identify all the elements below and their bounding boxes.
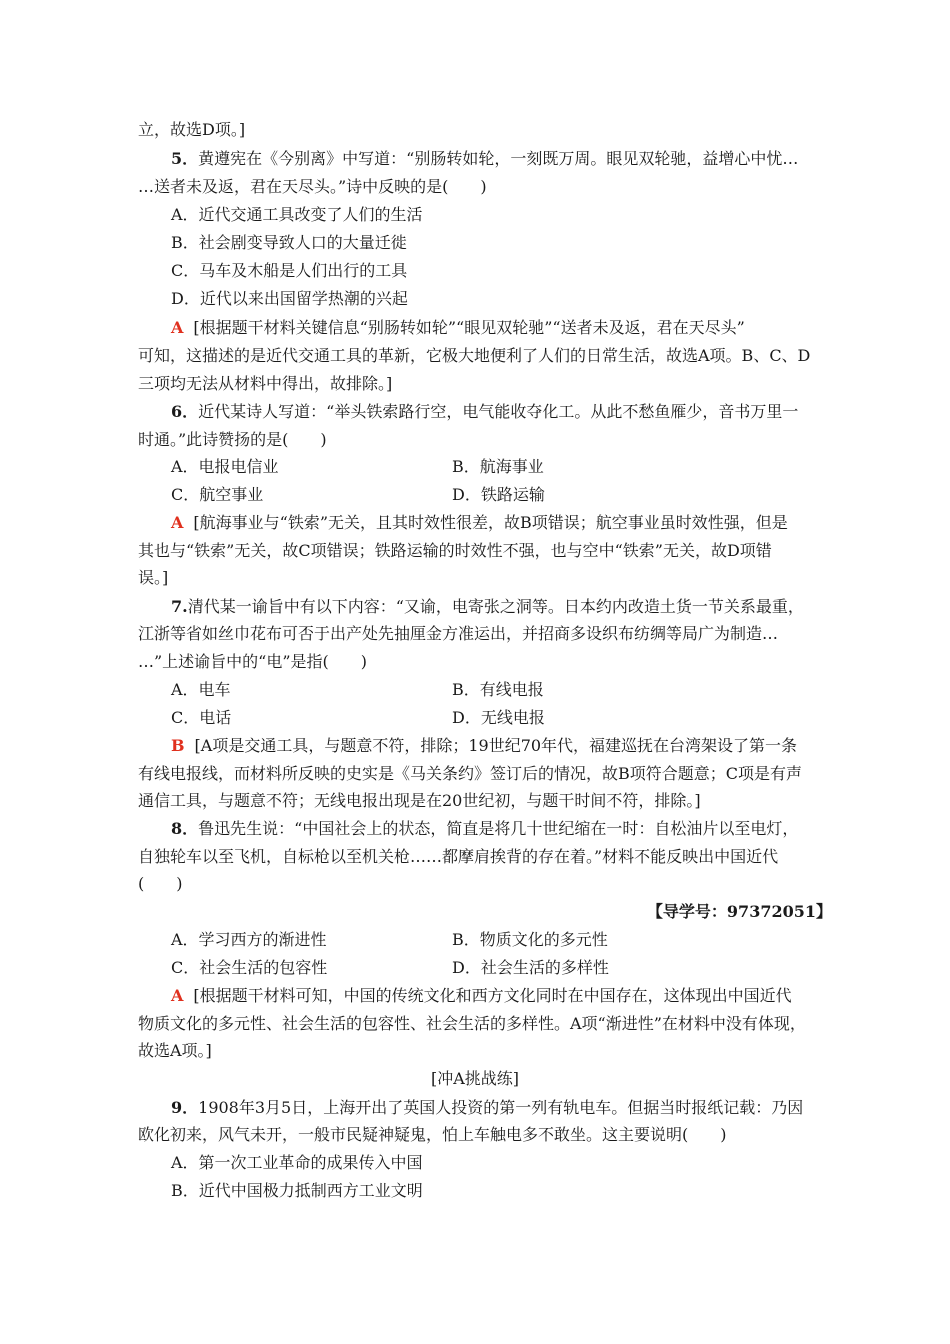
q7-option-d: D．无线电报	[452, 708, 545, 727]
q7-number: 7.	[171, 597, 188, 616]
q5-answer-letter: A	[171, 318, 184, 337]
q6-analysis-text: [航海事业与“铁索”无关，且其时效性很差，故B项错误；航空事业虽时效性强，但是	[193, 513, 788, 532]
q7-analysis	[171, 735, 797, 757]
q7-answer-letter: B	[171, 736, 185, 755]
q6-stem-cont: 时通。”此诗赞扬的是( )	[138, 430, 327, 449]
q6-number: 6．	[171, 402, 199, 421]
q6-stem	[171, 401, 798, 423]
q5-option-c: C．马车及木船是人们出行的工具	[171, 261, 408, 280]
q9-stem-cont: 欧化初来，风气未开，一般市民疑神疑鬼，怕上车触电多不敢坐。这主要说明( )	[138, 1125, 727, 1144]
q8-stem-text: 鲁迅先生说：“中国社会上的状态，简直是将几十世纪缩在一时：自松油片以至电灯，	[198, 819, 799, 838]
guide-number: 【导学号：97372051】	[646, 902, 832, 921]
q6-option-b: B．航海事业	[452, 457, 544, 476]
q7-stem	[171, 596, 804, 618]
q8-option-a: A．学习西方的渐进性	[171, 930, 327, 949]
q4-analysis-end: 立，故选D项。]	[138, 120, 246, 139]
section-heading: [冲A挑战练]	[430, 1069, 520, 1088]
q8-blank: ( )	[138, 874, 183, 893]
q6-answer-letter: A	[171, 513, 184, 532]
q7-analysis-cont-1: 有线电报线，而材料所反映的史实是《马关条约》签订后的情况，故B项符合题意；C项是有声	[138, 764, 803, 783]
q5-option-b: B．社会剧变导致人口的大量迁徙	[171, 233, 407, 252]
q8-answer-letter: A	[171, 986, 184, 1005]
q9-stem	[171, 1097, 803, 1119]
q5-analysis-text: [根据题干材料关键信息“别肠转如轮”“眼见双轮驰”“送者未及返，君在天尽头”	[193, 318, 745, 337]
q8-option-d: D．社会生活的多样性	[452, 958, 609, 977]
q6-option-a: A．电报电信业	[171, 457, 279, 476]
q7-option-a: A．电车	[171, 680, 231, 699]
q8-number: 8．	[171, 819, 199, 838]
q7-stem-text: 清代某一谕旨中有以下内容：“又谕，电寄张之洞等。日本约内改造土货一节关系最重，	[187, 597, 804, 616]
q5-analysis-cont-1: 可知，这描述的是近代交通工具的革新，它极大地便利了人们的日常生活，故选A项。B、C、D	[138, 346, 811, 365]
q6-analysis	[171, 512, 788, 534]
q8-analysis	[171, 985, 792, 1007]
q6-option-d: D．铁路运输	[452, 485, 545, 504]
q5-stem-text: 黄遵宪在《今别离》中写道：“别肠转如轮，一刻既万周。眼见双轮驰，益增心中忧…	[198, 149, 799, 168]
q7-option-c: C．电话	[171, 708, 232, 727]
q7-analysis-text: [A项是交通工具，与题意不符，排除；19世纪70年代，福建巡抚在台湾架设了第一条	[194, 736, 798, 755]
q8-stem-cont: 自独轮车以至飞机，自标枪以至机关枪……都摩肩挨背的存在着。”材料不能反映出中国近代	[138, 847, 779, 866]
q5-number: 5．	[171, 149, 199, 168]
q7-stem-cont-2: …”上述谕旨中的“电”是指( )	[138, 652, 368, 671]
q9-option-b: B．近代中国极力抵制西方工业文明	[171, 1181, 423, 1200]
q8-analysis-cont-1: 物质文化的多元性、社会生活的包容性、社会生活的多样性。A项“渐进性”在材料中没有体现，	[138, 1014, 806, 1033]
q7-analysis-cont-2: 通信工具，与题意不符；无线电报出现是在20世纪初，与题干时间不符，排除。]	[138, 791, 701, 810]
q5-option-d: D．近代以来出国留学热潮的兴起	[171, 289, 408, 308]
q8-analysis-text: [根据题干材料可知，中国的传统文化和西方文化同时在中国存在，这体现出中国近代	[193, 986, 792, 1005]
q6-analysis-cont-1: 其也与“铁索”无关，故C项错误；铁路运输的时效性不强，也与空中“铁索”无关，故D项错	[138, 541, 772, 560]
q5-stem	[171, 148, 798, 170]
q9-option-a: A．第一次工业革命的成果传入中国	[171, 1153, 423, 1172]
q6-stem-text: 近代某诗人写道：“举头铁索路行空，电气能收夺化工。从此不愁鱼雁少，音书万里一	[198, 402, 799, 421]
q8-option-c: C．社会生活的包容性	[171, 958, 328, 977]
q5-analysis	[171, 317, 745, 339]
q8-analysis-cont-2: 故选A项。]	[138, 1041, 212, 1060]
q7-option-b: B．有线电报	[452, 680, 544, 699]
q5-analysis-cont-2: 三项均无法从材料中得出，故排除。]	[138, 374, 393, 393]
q8-stem	[171, 818, 798, 840]
q9-stem-text: 1908年3月5日，上海开出了英国人投资的第一列有轨电车。但据当时报纸记载：乃因	[198, 1098, 804, 1117]
q8-option-b: B．物质文化的多元性	[452, 930, 608, 949]
q6-option-c: C．航空事业	[171, 485, 264, 504]
q6-analysis-cont-2: 误。]	[138, 568, 169, 587]
q7-stem-cont-1: 江浙等省如丝巾花布可否于出产处先抽厘金方准运出，并招商多设织布纺绸等局广为制造…	[138, 624, 779, 643]
q5-stem-cont: …送者未及返，君在天尽头。”诗中反映的是( )	[138, 177, 487, 196]
q5-option-a: A．近代交通工具改变了人们的生活	[171, 205, 423, 224]
q9-number: 9．	[171, 1098, 199, 1117]
